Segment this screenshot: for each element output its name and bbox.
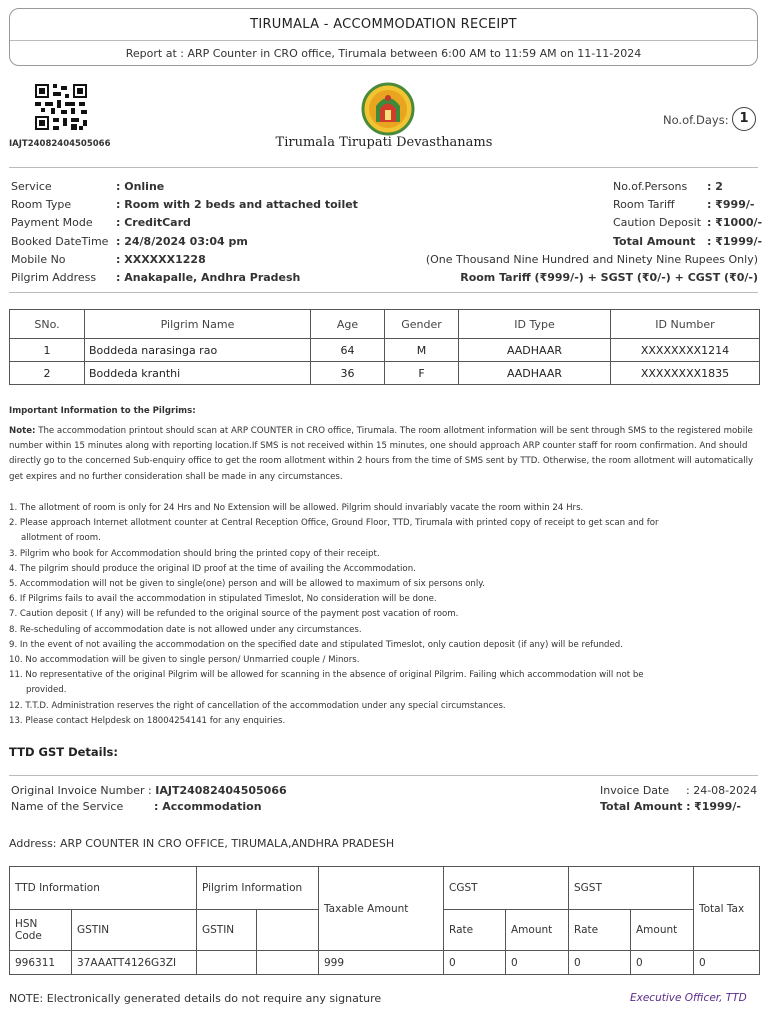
cell-id-number: XXXXXXXX1835 (611, 362, 760, 385)
list-item: 13. Please contact Helpdesk on 18004254141 for any enquiries. (9, 715, 286, 726)
col-name: Pilgrim Name (85, 310, 311, 339)
table-row (10, 951, 760, 975)
cell-gstin: 37AAATT4126G3ZI (72, 951, 197, 975)
cell-id-type: AADHAAR (459, 339, 611, 362)
col-id-number: ID Number (611, 310, 760, 339)
days-label: No.of.Days: (663, 113, 729, 127)
ttd-emblem-icon (360, 82, 416, 136)
gst-sgst-amount: Amount (631, 910, 694, 951)
organization-name: Tirumala Tirupati Devasthanams (275, 135, 493, 150)
detail-value: : Room with 2 beds and attached toilet (116, 198, 358, 211)
gst-cgst-amount: Amount (506, 910, 569, 951)
detail-room-tariff: Room Tariff (613, 198, 675, 211)
list-item: 11. No representative of the original Pilgrim will be allowed for scanning in the absence of original Pilgrim. Failing which accommodation will not be (9, 670, 644, 681)
pilgrim-table (9, 309, 760, 385)
detail-room-type: Room Type (11, 198, 72, 211)
footer-note: NOTE: Electronically generated details do not require any signature (9, 992, 382, 1005)
list-item: 7. Caution deposit ( If any) will be refunded to the original source of the payment post vacation of room. (9, 609, 459, 620)
cell-id-type: AADHAAR (459, 362, 611, 385)
gst-hsn: HSN Code (10, 910, 72, 951)
report-prefix: Report at : (125, 47, 188, 60)
list-item: 3. Pilgrim who book for Accommodation should bring the printed copy of their receipt. (9, 548, 380, 559)
gst-service-value: : Accommodation (154, 800, 262, 813)
list-item: provided. (26, 685, 67, 696)
header-divider (10, 40, 757, 41)
col-age: Age (311, 310, 385, 339)
detail-booked-datetime: Booked DateTime (11, 235, 109, 248)
cell-name: Boddeda kranthi (85, 362, 311, 385)
gst-ttd-info: TTD Information (10, 867, 197, 910)
cell-pilgrim-gstin (197, 951, 257, 975)
cell-gender: M (385, 339, 459, 362)
list-item: 6. If Pilgrims fails to avail the accommodation in stipulated Timeslot, No consideration will be done. (9, 594, 437, 605)
detail-value: : 24/8/2024 03:04 pm (116, 235, 248, 248)
gst-taxable: Taxable Amount (319, 867, 444, 951)
gst-gstin: GSTIN (72, 910, 197, 951)
detail-total-amount: Total Amount (613, 235, 696, 248)
list-item: 1. The allotment of room is only for 24 Hrs and No Extension will be allowed. Pilgrim should invariably vacate the room within 24 Hrs. (9, 503, 584, 513)
col-gender: Gender (385, 310, 459, 339)
info-note (9, 424, 759, 485)
gst-sgst: SGST (569, 867, 694, 910)
gst-title: TTD GST Details: (9, 745, 119, 759)
table-row (10, 362, 760, 385)
detail-value: : CreditCard (116, 216, 191, 229)
note-text: The accommodation printout should scan at ARP COUNTER in CRO office, Tirumala. The room allotment information will be sent through SMS to the registered mobile number within 15 minutes along with reporting location.If SMS is not received within 15 minutes, one should approach ARP counter staff for room confirmation. And should directly go to the concerned Sub-enquiry office to get the room allotment within 2 hours from the time of SMS sent by TTD. Otherwise, the room allotment will automatically get expires and no further consideration shall be made in any circumstances. (9, 426, 754, 482)
gst-sgst-rate: Rate (569, 910, 631, 951)
invoice-id: IAJT24082404505066 (9, 139, 111, 149)
list-item: 4. The pilgrim should produce the original ID proof at the time of availing the Accommodation. (9, 563, 416, 574)
gst-invoice-number: Original Invoice Number : IAJT24082404505066 (11, 784, 287, 797)
amount-in-words: (One Thousand Nine Hundred and Ninety Nine Rupees Only) (425, 253, 758, 266)
detail-mobile: Mobile No (11, 253, 66, 266)
gst-invoice-date-value: : 24-08-2024 (686, 784, 758, 797)
cell-sno: 1 (10, 339, 85, 362)
days-value: 1 (732, 107, 756, 131)
list-item: allotment of room. (21, 533, 101, 544)
detail-persons: No.of.Persons (613, 180, 688, 193)
gst-total: Total Amount : ₹1999/- (600, 800, 741, 813)
gst-invoice-date-label: Invoice Date (600, 784, 670, 797)
detail-value: : Online (116, 180, 165, 193)
gst-cgst: CGST (444, 867, 569, 910)
detail-payment-mode: Payment Mode (11, 216, 93, 229)
detail-value: : 2 (707, 180, 723, 193)
col-sno: SNo. (10, 310, 85, 339)
gst-total-tax: Total Tax (694, 867, 760, 951)
gst-address: Address: ARP COUNTER IN CRO OFFICE, TIRUMALA,ANDHRA PRADESH (9, 837, 395, 850)
detail-value: : XXXXXX1228 (116, 253, 206, 266)
list-item: 8. Re-scheduling of accommodation date is not allowed under any circumstances. (9, 624, 362, 635)
cell-total-tax: 0 (694, 951, 760, 975)
cell-age: 64 (311, 339, 385, 362)
divider (9, 167, 758, 168)
gst-cgst-rate: Rate (444, 910, 506, 951)
gst-pilgrim-gstin: GSTIN (197, 910, 257, 951)
list-item: 12. T.T.D. Administration reserves the right of cancellation of the accommodation under any special circumstances. (9, 700, 506, 711)
report-text: ARP Counter in CRO office, Tirumala between 6:00 AM to 11:59 AM on 11-11-2024 (187, 47, 642, 60)
col-id-type: ID Type (459, 310, 611, 339)
gst-service-label: Name of the Service (11, 800, 124, 813)
list-item: 5. Accommodation will not be given to single(one) person and will be allowed to maximum of six persons only. (9, 579, 485, 590)
detail-label: Service (11, 180, 52, 193)
detail-value: : ₹999/- (707, 198, 755, 211)
cell-sgst-rate: 0 (569, 951, 631, 975)
receipt-header (9, 8, 758, 66)
table-row (10, 339, 760, 362)
qr-code-icon (35, 84, 87, 130)
cell-age: 36 (311, 362, 385, 385)
cell-cgst-rate: 0 (444, 951, 506, 975)
detail-address: Pilgrim Address (11, 271, 97, 284)
info-title: Important Information to the Pilgrims: (9, 406, 196, 416)
cell-taxable: 999 (319, 951, 444, 975)
cell-name: Boddeda narasinga rao (85, 339, 311, 362)
detail-value: : Anakapalle, Andhra Pradesh (116, 271, 301, 284)
cell-blank (257, 951, 319, 975)
gst-header-row (10, 867, 760, 910)
cell-sno: 2 (10, 362, 85, 385)
detail-caution-deposit: Caution Deposit (613, 216, 702, 229)
cell-cgst-amount: 0 (506, 951, 569, 975)
cell-hsn: 996311 (10, 951, 72, 975)
cell-gender: F (385, 362, 459, 385)
detail-value: : ₹1999/- (707, 235, 763, 248)
detail-value: : ₹1000/- (707, 216, 763, 229)
detail-service (11, 180, 52, 193)
list-item: 2. Please approach Internet allotment counter at Central Reception Office, Ground Floor, TTD, Tirumala with printed copy of receipt to get scan and for (9, 518, 659, 529)
table-header-row (10, 310, 760, 339)
list-item: 9. In the event of not availing the accommodation on the specified date and stipulated Timeslot, only caution deposit (if any) will be refunded. (9, 639, 623, 650)
divider (9, 292, 758, 293)
cell-id-number: XXXXXXXX1214 (611, 339, 760, 362)
list-item: 10. No accommodation will be given to single person/ Unmarried couple / Minors. (9, 655, 360, 666)
cell-sgst-amount: 0 (631, 951, 694, 975)
report-line (10, 47, 757, 60)
gst-pilgrim-info: Pilgrim Information (197, 867, 319, 910)
receipt-title: TIRUMALA - ACCOMMODATION RECEIPT (250, 17, 517, 32)
gst-blank (257, 910, 319, 951)
footer-signature: Executive Officer, TTD (630, 992, 747, 1004)
tariff-breakup: Room Tariff (₹999/-) + SGST (₹0/-) + CGST (₹0/-) (460, 271, 758, 284)
info-list (9, 501, 761, 729)
note-label: Note: (9, 426, 36, 436)
divider (9, 775, 758, 776)
gst-table (9, 866, 760, 975)
